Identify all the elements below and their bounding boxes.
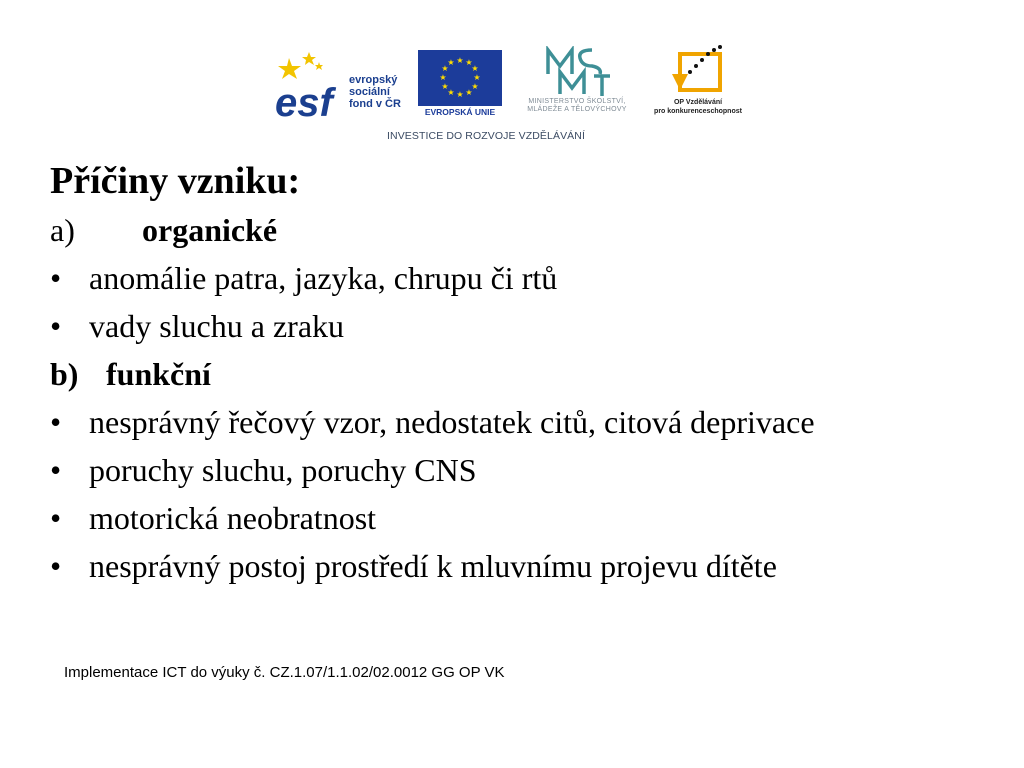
section-a-label: organické bbox=[142, 212, 278, 248]
svg-text:★: ★ bbox=[439, 73, 447, 82]
msmt-mark-icon bbox=[542, 46, 614, 98]
section-b-marker: b) bbox=[50, 356, 79, 392]
list-item bbox=[50, 446, 990, 494]
svg-text:★: ★ bbox=[471, 64, 479, 73]
svg-text:★: ★ bbox=[473, 73, 481, 82]
msmt-line: MLÁDEŽE A TĚLOVÝCHOVY bbox=[527, 106, 627, 113]
logo-band bbox=[0, 0, 1024, 150]
esf-caption bbox=[349, 74, 401, 110]
op-mark-icon bbox=[670, 44, 728, 96]
section-b-label: funkční bbox=[106, 356, 211, 392]
section-a-marker: a) bbox=[50, 212, 75, 248]
msmt-logo bbox=[506, 46, 648, 122]
op-caption bbox=[652, 98, 744, 116]
svg-text:★: ★ bbox=[441, 64, 449, 73]
svg-text:★: ★ bbox=[441, 82, 449, 91]
svg-text:★: ★ bbox=[465, 58, 473, 67]
list-item bbox=[50, 398, 990, 446]
svg-text:esf: esf bbox=[275, 81, 333, 120]
op-line: pro konkurenceschopnost bbox=[654, 108, 742, 115]
op-logo bbox=[652, 44, 744, 122]
list-item-text: poruchy sluchu, poruchy CNS bbox=[89, 452, 477, 488]
list-item-text: nesprávný řečový vzor, nedostatek citů, citová deprivace bbox=[89, 404, 815, 440]
list-item bbox=[50, 542, 990, 590]
slide-title: Příčiny vzniku: bbox=[50, 160, 301, 202]
bullet-icon: • bbox=[50, 260, 62, 296]
op-line: OP Vzdělávání bbox=[673, 99, 723, 106]
svg-text:★: ★ bbox=[456, 90, 464, 99]
tagline: INVESTICE DO ROZVOJE VZDĚLÁVÁNÍ bbox=[387, 130, 585, 142]
bullet-icon: • bbox=[50, 308, 62, 344]
bullet-icon: • bbox=[50, 500, 62, 536]
svg-text:★: ★ bbox=[465, 88, 473, 97]
bullet-icon: • bbox=[50, 548, 62, 584]
list-item-text: motorická neobratnost bbox=[89, 500, 377, 536]
list-item-text: vady sluchu a zraku bbox=[89, 308, 345, 344]
svg-text:★: ★ bbox=[447, 88, 455, 97]
esf-line: evropský bbox=[349, 74, 398, 86]
footer-text: Implementace ICT do výuky č. CZ.1.07/1.1.02/02.0012 GG OP VK bbox=[64, 664, 505, 681]
list-item bbox=[50, 302, 990, 350]
bullet-icon: • bbox=[50, 404, 62, 440]
esf-line: fond v ČR bbox=[349, 98, 401, 110]
esf-line: sociální bbox=[349, 86, 390, 98]
esf-logo bbox=[275, 48, 413, 120]
slide-content bbox=[50, 156, 990, 590]
list-item-text: nesprávný postoj prostředí k mluvnímu projevu dítěte bbox=[89, 548, 777, 584]
msmt-line: MINISTERSTVO ŠKOLSTVÍ, bbox=[528, 98, 626, 105]
list-item-text: anomálie patra, jazyka, chrupu či rtů bbox=[89, 260, 558, 296]
msmt-caption bbox=[506, 98, 648, 114]
eu-flag-icon bbox=[418, 50, 502, 106]
bullet-icon: • bbox=[50, 452, 62, 488]
list-item bbox=[50, 254, 990, 302]
esf-mark-icon bbox=[275, 48, 347, 120]
list-item bbox=[50, 494, 990, 542]
section-b-heading bbox=[50, 350, 990, 398]
svg-text:★: ★ bbox=[447, 58, 455, 67]
section-a-heading bbox=[50, 206, 990, 254]
eu-label: EVROPSKÁ UNIE bbox=[424, 107, 496, 117]
svg-text:★: ★ bbox=[456, 56, 464, 65]
svg-text:★: ★ bbox=[471, 82, 479, 91]
eu-logo bbox=[418, 50, 502, 120]
